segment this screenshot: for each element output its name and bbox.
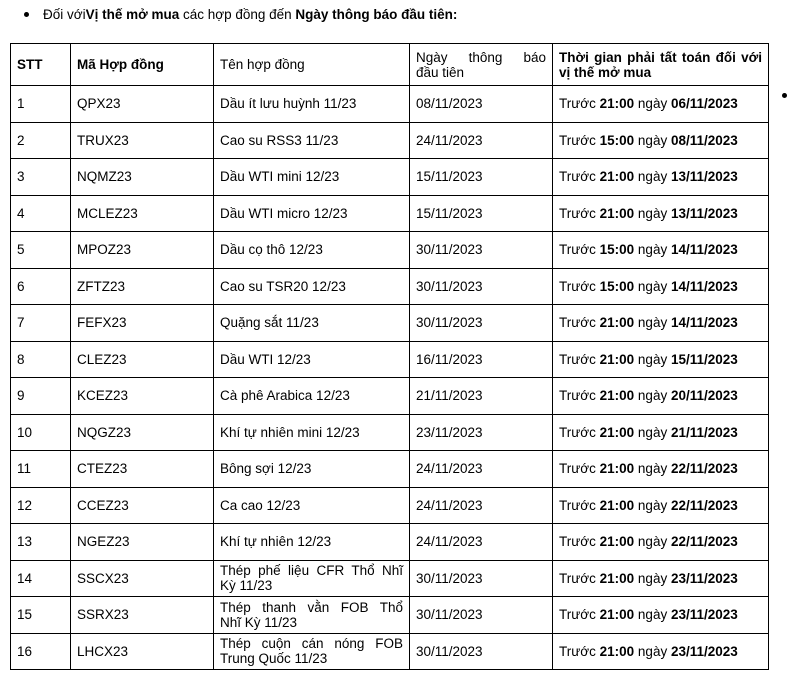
cell-settle-date: 13/11/2023 [670, 205, 738, 221]
cell-settle-date: 23/11/2023 [670, 643, 738, 659]
cell-settle-date: 20/11/2023 [670, 388, 738, 404]
cell-notice: 21/11/2023 [410, 378, 553, 415]
table-header-row [11, 44, 769, 86]
cell-stt: 14 [11, 560, 71, 597]
cell-notice: 24/11/2023 [410, 487, 553, 524]
cell-settle-time: 21:00 [599, 315, 635, 331]
cell-settle-time: 21:00 [599, 497, 635, 513]
cell-notice: 30/11/2023 [410, 305, 553, 342]
cell-settle-before: Trước [559, 424, 600, 440]
bullet-icon [24, 12, 29, 17]
table-row [11, 451, 769, 488]
intro-prefix: Đối với [43, 7, 86, 22]
cell-settle-time: 21:00 [599, 461, 635, 477]
cell-settle-time: 15:00 [599, 132, 635, 148]
cell-settle [553, 159, 769, 196]
cell-settle-date: 23/11/2023 [670, 607, 738, 623]
cell-notice: 24/11/2023 [410, 122, 553, 159]
intro-line [24, 7, 457, 22]
table-row [11, 487, 769, 524]
cell-settle-date: 14/11/2023 [670, 242, 738, 258]
cell-settle-time: 21:00 [599, 643, 635, 659]
table-row [11, 560, 769, 597]
header-name: Tên hợp đồng [214, 44, 410, 86]
cell-settle [553, 414, 769, 451]
cell-name: Cao su TSR20 12/23 [214, 268, 410, 305]
table-row [11, 378, 769, 415]
cell-settle-day: ngày [634, 278, 671, 294]
cell-stt: 10 [11, 414, 71, 451]
table-row [11, 268, 769, 305]
cell-settle [553, 597, 769, 634]
cell-settle-date: 14/11/2023 [670, 278, 738, 294]
cell-settle-time: 15:00 [599, 278, 635, 294]
cell-settle [553, 232, 769, 269]
cell-settle-date: 14/11/2023 [670, 315, 738, 331]
header-code: Mã Hợp đồng [71, 44, 214, 86]
intro-position: Vị thế mở mua [85, 7, 180, 22]
table-row [11, 414, 769, 451]
header-notice [410, 44, 553, 86]
cell-code: CTEZ23 [71, 451, 214, 488]
cell-code: MPOZ23 [71, 232, 214, 269]
cell-settle-before: Trước [559, 461, 600, 477]
cell-settle [553, 86, 769, 123]
cell-settle-day: ngày [634, 242, 671, 258]
cell-notice: 30/11/2023 [410, 597, 553, 634]
cell-code: CLEZ23 [71, 341, 214, 378]
cell-settle-day: ngày [634, 132, 671, 148]
header-stt: STT [11, 44, 71, 86]
cell-settle-date: 23/11/2023 [670, 570, 738, 586]
cell-stt: 4 [11, 195, 71, 232]
stray-bullet-icon [782, 93, 787, 98]
cell-settle-before: Trước [559, 534, 600, 550]
cell-settle-day: ngày [634, 169, 671, 185]
cell-name: Dầu ít lưu huỳnh 11/23 [214, 86, 410, 123]
cell-stt: 5 [11, 232, 71, 269]
cell-settle-day: ngày [634, 497, 671, 513]
cell-name: Dầu WTI 12/23 [214, 341, 410, 378]
cell-settle [553, 560, 769, 597]
cell-settle-before: Trước [559, 96, 600, 112]
cell-settle-time: 21:00 [599, 607, 635, 623]
cell-settle-day: ngày [634, 388, 671, 404]
cell-settle-date: 06/11/2023 [670, 96, 738, 112]
cell-settle-before: Trước [559, 643, 600, 659]
cell-notice: 30/11/2023 [410, 633, 553, 670]
cell-settle-day: ngày [634, 461, 671, 477]
cell-settle-day: ngày [634, 607, 671, 623]
cell-stt: 8 [11, 341, 71, 378]
table-row [11, 597, 769, 634]
cell-code: SSCX23 [71, 560, 214, 597]
cell-stt: 1 [11, 86, 71, 123]
table-row [11, 305, 769, 342]
cell-stt: 3 [11, 159, 71, 196]
header-settle-line2: vị thế mở mua [559, 64, 652, 80]
cell-code: CCEZ23 [71, 487, 214, 524]
table-row [11, 524, 769, 561]
cell-settle-date: 22/11/2023 [670, 461, 738, 477]
cell-notice: 16/11/2023 [410, 341, 553, 378]
table-row [11, 159, 769, 196]
intro-middle: các hợp đồng đến [179, 7, 296, 22]
cell-name: Bông sợi 12/23 [214, 451, 410, 488]
cell-settle-time: 15:00 [599, 242, 635, 258]
table-row [11, 633, 769, 670]
cell-name [214, 597, 410, 634]
cell-settle-date: 15/11/2023 [670, 351, 738, 367]
cell-code: LHCX23 [71, 633, 214, 670]
cell-settle-before: Trước [559, 205, 600, 221]
intro-date: Ngày thông báo đầu tiên: [295, 7, 458, 22]
cell-notice: 30/11/2023 [410, 268, 553, 305]
cell-code: TRUX23 [71, 122, 214, 159]
header-settle [553, 44, 769, 86]
table-row [11, 122, 769, 159]
cell-settle-day: ngày [634, 351, 671, 367]
cell-settle-day: ngày [634, 315, 671, 331]
cell-name: Dầu cọ thô 12/23 [214, 232, 410, 269]
cell-settle [553, 378, 769, 415]
cell-settle [553, 451, 769, 488]
cell-name-line2: Nhĩ Kỳ 11/23 [220, 614, 298, 630]
cell-settle-date: 21/11/2023 [670, 424, 738, 440]
cell-settle-before: Trước [559, 132, 600, 148]
cell-notice: 24/11/2023 [410, 524, 553, 561]
cell-code: SSRX23 [71, 597, 214, 634]
cell-settle-before: Trước [559, 570, 600, 586]
cell-code: NQMZ23 [71, 159, 214, 196]
table-row [11, 341, 769, 378]
cell-settle-before: Trước [559, 278, 600, 294]
header-notice-line1: Ngày thông báo [416, 49, 546, 65]
cell-stt: 9 [11, 378, 71, 415]
header-notice-line2: đầu tiên [416, 64, 465, 80]
cell-settle [553, 195, 769, 232]
cell-settle-day: ngày [634, 205, 671, 221]
cell-notice: 30/11/2023 [410, 232, 553, 269]
cell-settle-time: 21:00 [599, 570, 635, 586]
cell-settle-day: ngày [634, 96, 671, 112]
cell-notice: 15/11/2023 [410, 195, 553, 232]
cell-notice: 30/11/2023 [410, 560, 553, 597]
cell-settle-time: 21:00 [599, 205, 635, 221]
cell-name: Cao su RSS3 11/23 [214, 122, 410, 159]
cell-notice: 24/11/2023 [410, 451, 553, 488]
cell-settle-time: 21:00 [599, 424, 635, 440]
cell-settle-time: 21:00 [599, 169, 635, 185]
cell-name-line1: Thép thanh vằn FOB Thổ [220, 599, 403, 615]
cell-name [214, 560, 410, 597]
cell-settle-before: Trước [559, 497, 600, 513]
cell-name: Dầu WTI micro 12/23 [214, 195, 410, 232]
cell-settle-before: Trước [559, 607, 600, 623]
cell-settle-date: 08/11/2023 [670, 132, 738, 148]
cell-code: QPX23 [71, 86, 214, 123]
cell-settle-time: 21:00 [599, 534, 635, 550]
cell-name-line1: Thép cuộn cán nóng FOB [220, 636, 403, 652]
cell-settle-before: Trước [559, 169, 600, 185]
cell-settle-date: 22/11/2023 [670, 534, 738, 550]
cell-settle [553, 268, 769, 305]
cell-code: NGEZ23 [71, 524, 214, 561]
cell-settle [553, 122, 769, 159]
cell-settle-time: 21:00 [599, 96, 635, 112]
cell-settle-day: ngày [634, 643, 671, 659]
cell-settle [553, 341, 769, 378]
cell-settle [553, 487, 769, 524]
cell-stt: 11 [11, 451, 71, 488]
cell-code: KCEZ23 [71, 378, 214, 415]
cell-settle [553, 524, 769, 561]
cell-settle-before: Trước [559, 315, 600, 331]
cell-settle-before: Trước [559, 242, 600, 258]
cell-settle-time: 21:00 [599, 388, 635, 404]
cell-name: Cà phê Arabica 12/23 [214, 378, 410, 415]
cell-name: Dầu WTI mini 12/23 [214, 159, 410, 196]
cell-name: Ca cao 12/23 [214, 487, 410, 524]
cell-code: FEFX23 [71, 305, 214, 342]
cell-notice: 15/11/2023 [410, 159, 553, 196]
cell-code: NQGZ23 [71, 414, 214, 451]
cell-stt: 15 [11, 597, 71, 634]
cell-code: ZFTZ23 [71, 268, 214, 305]
cell-notice: 08/11/2023 [410, 86, 553, 123]
cell-name-line2: Kỳ 11/23 [220, 578, 273, 594]
cell-code: MCLEZ23 [71, 195, 214, 232]
cell-settle [553, 305, 769, 342]
table-row [11, 232, 769, 269]
cell-notice: 23/11/2023 [410, 414, 553, 451]
contracts-table [10, 43, 769, 670]
cell-name: Quặng sắt 11/23 [214, 305, 410, 342]
cell-settle-before: Trước [559, 351, 600, 367]
cell-stt: 7 [11, 305, 71, 342]
cell-stt: 16 [11, 633, 71, 670]
cell-stt: 6 [11, 268, 71, 305]
cell-name-line1: Thép phế liệu CFR Thổ Nhĩ [220, 563, 403, 579]
cell-name-line2: Trung Quốc 11/23 [220, 651, 328, 667]
cell-name [214, 633, 410, 670]
cell-stt: 13 [11, 524, 71, 561]
cell-settle [553, 633, 769, 670]
cell-stt: 12 [11, 487, 71, 524]
header-settle-line1: Thời gian phải tất toán đối với [559, 49, 762, 65]
cell-name: Khí tự nhiên mini 12/23 [214, 414, 410, 451]
cell-settle-time: 21:00 [599, 351, 635, 367]
cell-stt: 2 [11, 122, 71, 159]
cell-settle-before: Trước [559, 388, 600, 404]
cell-settle-date: 13/11/2023 [670, 169, 738, 185]
cell-settle-day: ngày [634, 534, 671, 550]
table-row [11, 86, 769, 123]
table-row [11, 195, 769, 232]
cell-settle-date: 22/11/2023 [670, 497, 738, 513]
cell-settle-day: ngày [634, 424, 671, 440]
cell-name: Khí tự nhiên 12/23 [214, 524, 410, 561]
cell-settle-day: ngày [634, 570, 671, 586]
